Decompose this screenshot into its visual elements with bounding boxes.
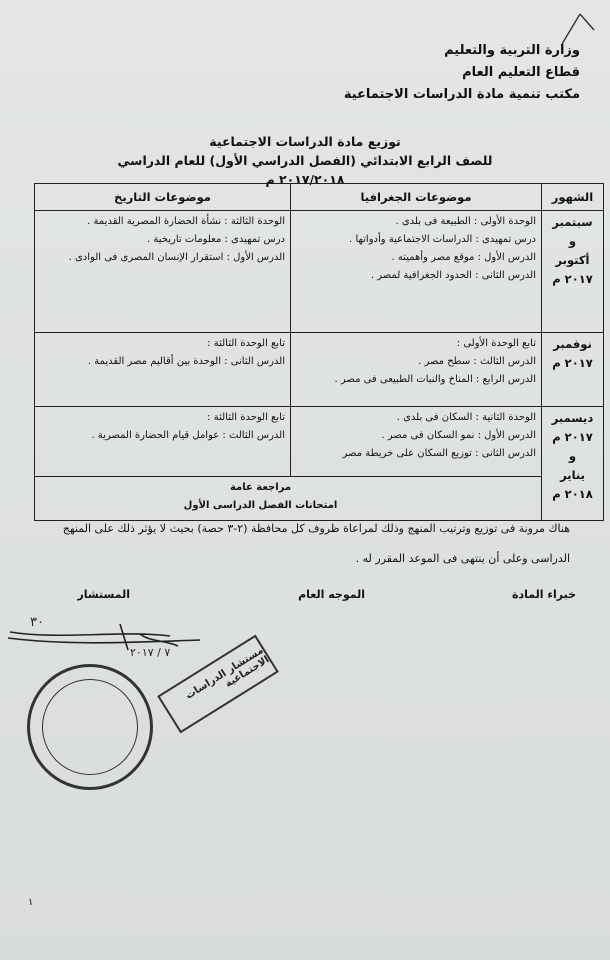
lesson-text: الدرس الثانى : توزيع السكان على خريطة مصر [342,448,536,459]
month-text: ٢٠١٨ م [552,487,593,501]
geography-cell [291,211,542,333]
month-text: ٢٠١٧ م [552,272,593,286]
experts-label: خبراء المادة [511,588,576,601]
lesson-text: الدرس الأول : استقرار الإنسان المصرى فى الوادى . [68,252,285,263]
table-row [35,407,604,477]
geography-cell [291,333,542,407]
lesson-text: الدرس الثالث : سطح مصر . [418,356,536,367]
lesson-text: الدرس الرابع : المناخ والنبات الطبيعى فى مصر . [334,374,536,385]
lesson-text: الدرس الأول : موقع مصر وأهميته . [391,252,536,263]
lesson-text: تابع الوحدة الأولى : [456,338,536,349]
month-text: سبتمبر [552,215,593,229]
title-line-2: للصف الرابع الابتدائي (الفصل الدراسي الأول) للعام الدراسي ٢٠١٧/٢٠١٨ م [117,153,493,187]
office-name: مكتب تنمية مادة الدراسات الاجتماعية [343,87,580,102]
month-cell [542,333,604,407]
header-geography: موضوعات الجغرافيا [291,184,542,211]
note-line-2: الدراسى وعلى أن ينتهى فى الموعد المقرر له . [355,552,570,565]
history-cell [35,211,291,333]
lesson-text: درس تمهيدى : الدراسات الاجتماعية وأدواتها . [349,234,536,245]
month-text: و [568,449,577,463]
month-text: ٢٠١٧ م [552,430,593,444]
month-text: أكتوبر [555,253,590,267]
month-text: نوفمبر [553,337,592,351]
sector-name: قطاع التعليم العام [462,65,580,80]
table-row [35,333,604,407]
ministry-name: وزارة التربية والتعليم [444,43,580,58]
header-history: موضوعات التاريخ [35,184,291,211]
table-row [35,211,604,333]
official-round-stamp [27,664,153,790]
table-header-row [35,184,604,211]
flexibility-note [20,514,570,574]
note-line-1: هناك مرونة فى توزيع وترتيب المنهج وذلك لمراعاة ظروف كل محافظة (٢-٣ حصة) بحيث لا يؤثر ذلك على المنهج [62,522,570,535]
handwritten-date: ٧ / ٢٠١٧ [130,646,171,659]
history-cell [35,333,291,407]
history-cell [35,407,291,477]
header-months: الشهور [542,184,604,211]
lesson-text: تابع الوحدة الثالثة : [207,338,285,349]
lesson-text: درس تمهيدى : معلومات تاريخية . [147,234,285,245]
document-title [90,132,520,189]
lesson-text: الوحدة الأولى : الطبيعة فى بلدى . [395,216,536,227]
advisor-label: المستشار [77,588,130,601]
month-cell [542,407,604,521]
supervisor-label: الموجه العام [298,588,365,601]
month-text: و [568,234,577,248]
lesson-text: الدرس الثانى : الحدود الجغرافية لمصر . [370,270,536,281]
page-number: ١ [28,897,34,908]
lesson-text: الوحدة الثانية : السكان فى بلدى . [396,412,536,423]
lesson-text: الدرس الثالث : عوامل قيام الحضارة المصرية . [91,430,285,441]
month-cell [542,211,604,333]
stamp-inner-ring [42,679,138,775]
advisor-rect-stamp: مستشار الدراسات الاجتماعية [157,635,279,734]
title-line-1: توزيع مادة الدراسات الاجتماعية [209,134,401,149]
month-text: يناير [560,468,585,482]
geography-cell [291,407,542,477]
lesson-text: تابع الوحدة الثالثة : [207,412,285,423]
letterhead [344,40,580,106]
review-text: مراجعة عامة [229,482,292,493]
lesson-text: الدرس الثانى : الوحدة بين أقاليم مصر القديمة . [87,356,285,367]
curriculum-table [34,183,604,521]
lesson-text: الدرس الأول : نمو السكان فى مصر . [381,430,536,441]
handwritten-signature [0,610,240,670]
month-text: ٢٠١٧ م [552,356,593,370]
exams-text: امتحانات الفصل الدراسى الأول [183,500,338,511]
handwritten-number: ٣٠ [30,615,44,630]
month-text: ديسمبر [551,411,594,425]
lesson-text: الوحدة الثالثة : نشأة الحضارة المصرية القديمة . [87,216,285,227]
